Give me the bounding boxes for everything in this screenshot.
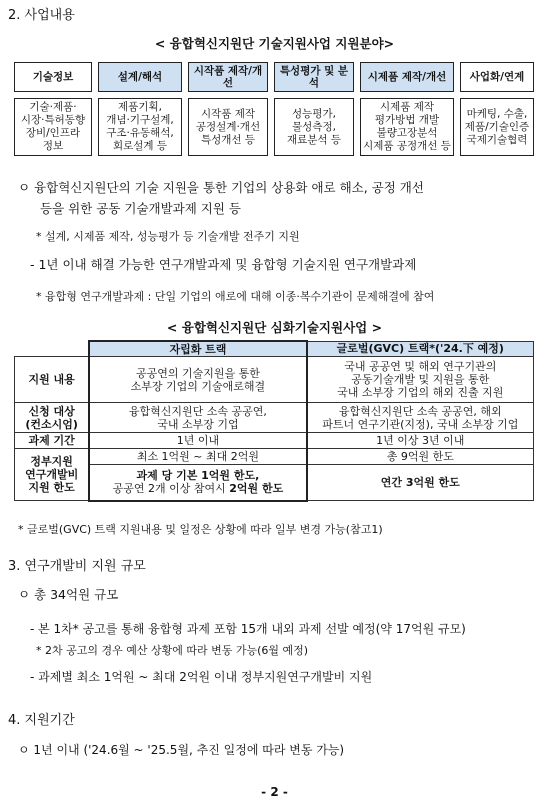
category-pilot xyxy=(360,62,454,157)
category-design xyxy=(98,62,182,157)
support-track-table xyxy=(14,340,534,502)
category-title: 특성평가 및 분석 xyxy=(274,62,354,92)
limit-cell-global: 연간 3억원 한도 xyxy=(307,465,534,501)
table-cell: 공공연의 기술지원을 통한 소부장 기업의 기술애로해결 xyxy=(89,357,306,403)
bullet-line: 등을 위한 공동 기술개발과제 지원 등 xyxy=(40,201,241,216)
col-header-global: 글로벌(GVC) 트랙*('24.下 예정) xyxy=(307,341,534,357)
category-body: 기술·제품· 시장·특허동향 장비/인프라 정보 xyxy=(14,98,92,156)
category-evaluation xyxy=(274,62,354,157)
note: * 설계, 시제품 제작, 성능평가 등 기술개발 전주기 지원 xyxy=(36,230,300,243)
category-body: 마케팅, 수출, 제품/기술인증 국제기술협력 xyxy=(460,98,534,156)
category-title: 사업화/연계 xyxy=(460,62,534,92)
table-cell: 총 9억원 한도 xyxy=(307,449,534,465)
support-field-title: < 융합혁신지원단 기술지원사업 지원분야> xyxy=(154,36,395,51)
category-title: 시제품 제작/개선 xyxy=(360,62,454,92)
table-cell: 1년 이상 3년 이내 xyxy=(307,433,534,449)
section-heading: 4. 지원기간 xyxy=(8,713,75,728)
category-title: 설계/해석 xyxy=(98,62,182,92)
section-heading: 3. 연구개발비 지원 규모 xyxy=(8,559,146,574)
limit-cell-self-reliance: 과제 당 기본 1억원 한도, 공공연 2개 이상 참여시 2억원 한도 xyxy=(89,465,306,501)
table-title: < 융합혁신지원단 심화기술지원사업 > xyxy=(166,320,383,335)
category-tech-info xyxy=(14,62,92,157)
bullet-line: ㅇ 총 34억원 규모 xyxy=(18,587,119,602)
dash-line: - 본 1차* 공고를 통해 융합형 과제 포함 15개 내외 과제 선발 예정(약 17억원 규모) xyxy=(30,622,466,636)
table-cell: 국내 공공연 및 해외 연구기관의 공동기술개발 및 지원을 통한 국내 소부장 기업의 해외 진출 지원 xyxy=(307,357,534,403)
row-label: 지원 내용 xyxy=(15,357,90,403)
row-label: 신청 대상 (컨소시엄) xyxy=(15,403,90,433)
row-label: 정부지원 연구개발비 지원 한도 xyxy=(15,449,90,501)
category-prototype xyxy=(188,62,268,157)
category-row xyxy=(14,62,534,157)
category-body: 성능평가, 물성측정, 재료분석 등 xyxy=(274,98,354,156)
table-cell: 최소 1억원 ~ 최대 2억원 xyxy=(89,449,306,465)
category-title: 시작품 제작/개선 xyxy=(188,62,268,92)
category-commercialization xyxy=(460,62,534,157)
note: * 2차 공고의 경우 예산 상황에 따라 변동 가능(6월 예정) xyxy=(36,644,309,657)
col-header-self-reliance: 자립화 트랙 xyxy=(89,341,306,357)
bullet-line: ㅇ 융합혁신지원단의 기술 지원을 통한 기업의 상용화 애로 해소, 공정 개선 xyxy=(18,180,424,195)
note: * 융합형 연구개발과제 : 단일 기업의 애로에 대해 이종·복수기관이 문제해결에 참여 xyxy=(36,290,435,303)
table-cell: 융합혁신지원단 소속 공공연, 해외 파트너 연구기관(지정), 국내 소부장 기업 xyxy=(307,403,534,433)
category-body: 시작품 제작 공정설계·개선 특성개선 등 xyxy=(188,98,268,156)
category-body: 제품기획, 개념·기구설계, 구조·유동해석, 회로설계 등 xyxy=(98,98,182,156)
section-heading: 2. 사업내용 xyxy=(8,8,75,23)
table-cell: 융합혁신지원단 소속 공공연, 국내 소부장 기업 xyxy=(89,403,306,433)
page-number: - 2 - xyxy=(261,785,288,799)
dash-line: - 과제별 최소 1억원 ~ 최대 2억원 이내 정부지원연구개발비 지원 xyxy=(30,670,373,684)
dash-line: - 1년 이내 해결 가능한 연구개발과제 및 융합형 기술지원 연구개발과제 xyxy=(30,257,417,272)
table-cell: 1년 이내 xyxy=(89,433,306,449)
category-body: 시제품 제작 평가방법 개발 불량고장분석 시제품 공정개선 등 xyxy=(360,98,454,156)
row-label: 과제 기간 xyxy=(15,433,90,449)
category-title: 기술정보 xyxy=(14,62,92,92)
bullet-line: ㅇ 1년 이내 ('24.6월 ~ '25.5월, 추진 일정에 따라 변동 가능) xyxy=(18,743,345,757)
table-note: * 글로벌(GVC) 트랙 지원내용 및 일정은 상황에 따라 일부 변경 가능(참고1) xyxy=(18,523,383,536)
